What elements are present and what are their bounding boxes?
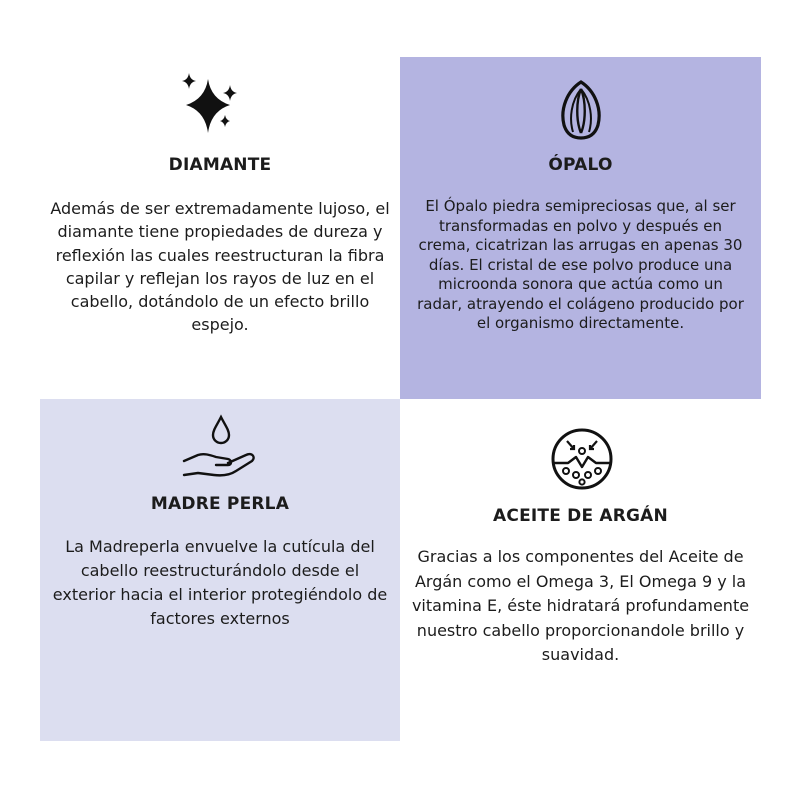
card-opalo (400, 57, 761, 399)
card-diamante (40, 57, 400, 399)
card-aceite-argan (400, 399, 761, 741)
card-description: El Ópalo piedra semipreciosas que, al ser transformadas en polvo y después en crema, cicatrizan las arrugas en apenas 30 días. El cristal de ese polvo produce una microonda sonora que actúa como un radar, atrayendo el colágeno producido por el organismo directamente. (417, 197, 744, 332)
hand-drop-icon (180, 413, 262, 485)
card-title: DIAMANTE (168, 155, 272, 175)
card-title: MADRE PERLA (150, 494, 290, 514)
card-description: Además de ser extremadamente lujoso, el diamante tiene propiedades de dureza y reflexión las cuales reestructuran la fibra capilar y reflejan los rayos de luz en el cabello, dotándolo de un efecto brillo espejo. (50, 199, 390, 335)
card-description: La Madreperla envuelve la cutícula del cabello reestructurándolo desde el exterior hacia el interior protegiéndolo de factores externos (52, 537, 388, 628)
skin-absorption-icon (550, 427, 614, 491)
almond-icon (558, 79, 604, 141)
card-description: Gracias a los componentes del Aceite de Argán como el Omega 3, El Omega 9 y la vitamina E, éste hidratará profundamente nuestro cabello proporcionandole brillo y suavidad. (411, 547, 750, 664)
sparkle-icon (178, 71, 244, 137)
card-title: ACEITE DE ARGÁN (493, 506, 668, 526)
card-title: ÓPALO (548, 155, 613, 175)
card-madre-perla (40, 399, 400, 741)
